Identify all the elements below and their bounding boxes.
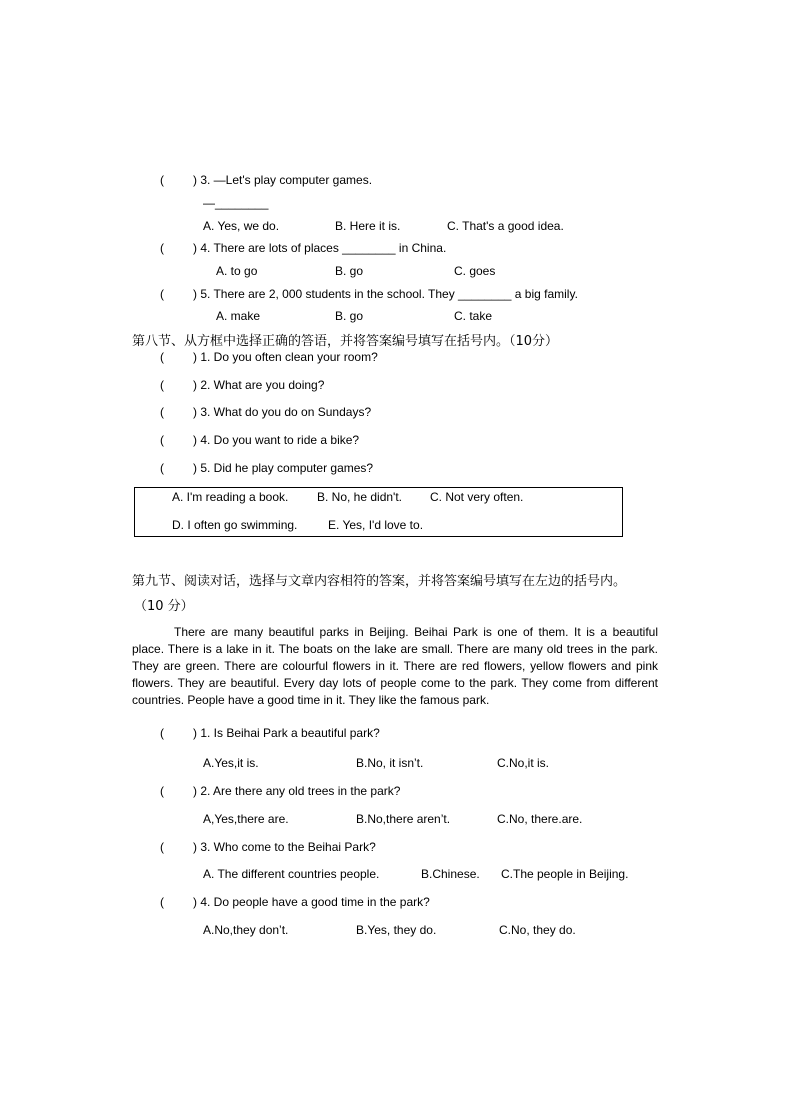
- sec9-question-4: ) 4. Do people have a good time in the park?: [193, 895, 430, 909]
- option-b: B.No, it isn’t.: [356, 756, 424, 770]
- sec9-question-1: ) 1. Is Beihai Park a beautiful park?: [193, 726, 380, 740]
- answer-paren: (: [160, 433, 164, 447]
- question-5: ) 5. There are 2, 000 students in the school. They ________ a big family.: [193, 287, 578, 301]
- answer-paren: (: [160, 173, 164, 187]
- answer-blank: —________: [203, 196, 269, 210]
- answer-paren: (: [160, 726, 164, 740]
- option-c: C. goes: [454, 264, 496, 278]
- option-c: C.No, they do.: [499, 923, 576, 937]
- question-4: ) 4. There are lots of places ________ in China.: [193, 241, 447, 255]
- option-c: C.The people in Beijing.: [501, 867, 629, 881]
- answer-paren: (: [160, 350, 164, 364]
- choice-e: E. Yes, I'd love to.: [328, 518, 424, 532]
- option-b: B.Yes, they do.: [356, 923, 437, 937]
- sec8-question-5: ) 5. Did he play computer games?: [193, 461, 374, 475]
- option-c: C.No,it is.: [497, 756, 550, 770]
- reading-passage: There are many beautiful parks in Beijing. Beihai Park is one of them. It is a beautiful place. There is a lake in it. The boats on the lake are small. There are many old trees in the park. They are green. There are colourful flowers in it. There are red flowers, yellow flowers and pink flowers. They are beautiful. Every day lots of people come to the park. They come from different countries. People have a good time in it. They like the famous park.: [132, 625, 658, 707]
- option-c: C.No, there.are.: [497, 812, 583, 826]
- option-b: B. go: [335, 309, 364, 323]
- option-b: B.Chinese.: [421, 867, 480, 881]
- option-a: A. The different countries people.: [203, 867, 380, 881]
- option-a: A.No,they don’t.: [203, 923, 289, 937]
- section-9-header: 第九节、阅读对话，选择与文章内容相符的答案，并将答案编号填写在左边的括号内。: [132, 574, 627, 589]
- option-c: C. take: [454, 309, 493, 323]
- sec9-question-3: ) 3. Who come to the Beihai Park?: [193, 840, 376, 854]
- choice-c: C. Not very often.: [430, 490, 524, 504]
- sec8-question-4: ) 4. Do you want to ride a bike?: [193, 433, 360, 447]
- option-c: C. That's a good idea.: [447, 219, 564, 233]
- option-a: A,Yes,there are.: [203, 812, 289, 826]
- option-b: B.No,there aren’t.: [356, 812, 451, 826]
- answer-paren: (: [160, 405, 164, 419]
- sec8-question-3: ) 3. What do you do on Sundays?: [193, 405, 372, 419]
- answer-paren: (: [160, 895, 164, 909]
- answer-paren: (: [160, 784, 164, 798]
- sec9-question-2: ) 2. Are there any old trees in the park?: [193, 784, 401, 798]
- option-b: B. Here it is.: [335, 219, 401, 233]
- answer-paren: (: [160, 461, 164, 475]
- sec8-question-1: ) 1. Do you often clean your room?: [193, 350, 378, 364]
- choice-d: D. I often go swimming.: [172, 518, 298, 532]
- answer-paren: (: [160, 378, 164, 392]
- section-9-score: （10 分）: [134, 599, 194, 614]
- answer-paren: (: [160, 241, 164, 255]
- sec8-question-2: ) 2. What are you doing?: [193, 378, 325, 392]
- option-b: B. go: [335, 264, 364, 278]
- option-a: A.Yes,it is.: [203, 756, 259, 770]
- choice-b: B. No, he didn't.: [317, 490, 403, 504]
- section-8-header: 第八节、从方框中选择正确的答语，并将答案编号填写在括号内。（10分）: [132, 334, 559, 349]
- question-3: ) 3. —Let's play computer games.: [193, 173, 373, 187]
- answer-paren: (: [160, 840, 164, 854]
- choice-a: A. I'm reading a book.: [172, 490, 289, 504]
- option-a: A. Yes, we do.: [203, 219, 280, 233]
- option-a: A. to go: [216, 264, 258, 278]
- answer-paren: (: [160, 287, 164, 301]
- option-a: A. make: [216, 309, 261, 323]
